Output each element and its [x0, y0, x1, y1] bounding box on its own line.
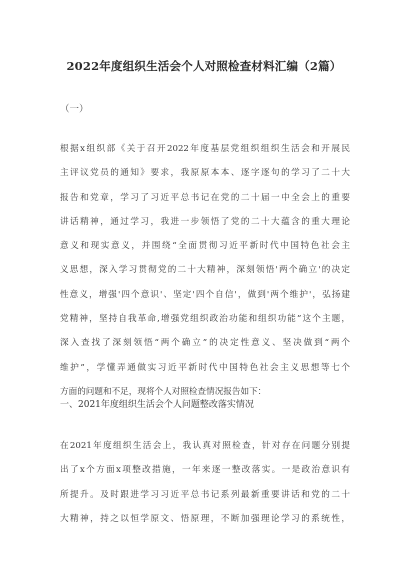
paragraph-line: 党精神，坚持自我革命,增强党组织政治功能和组织功能”这个主题，	[60, 314, 350, 325]
paragraph-line: 大精神，持之以恒学原文、悟原理，不断加强理论学习的系统性，	[60, 513, 350, 524]
paragraph-line: 深入查找了深刻领悟“两个确立”的决定性意义、坚决做到“两个	[60, 338, 350, 349]
paragraph-line: 出了x个方面x项整改措施，一年来逐一整改落实。一是政治意识有	[60, 465, 350, 476]
paragraph-line: 性意义，增强'四个意识'、坚定'四个自信'，做到'两个维护'，弘扬建	[60, 289, 350, 300]
paragraph-line: 义思想，深入学习贯彻党的二十大精神，深刻领悟'两个确立'的决定	[60, 265, 350, 276]
paragraph-line: 报告和党章，学习了习近平总书记在党的二十届一中全会上的重要	[60, 192, 350, 203]
paragraph-line: 讲话精神，通过学习，我进一步领悟了党的二十大蕴含的重大理论	[60, 216, 350, 227]
document-title: 2022年度组织生活会个人对照检查材料汇编（2篇）	[66, 59, 342, 73]
paragraph-line: 维护”，学懂弄通做实习近平新时代中国特色社会主义思想等七个	[60, 362, 350, 373]
paragraph-line: 主评议党员的通知》要求，我原原本本、逐字逐句的学习了二十大	[60, 168, 350, 179]
paragraph-line: 方面的问题和不足，现将个人对照检查情况报告如下：	[60, 386, 267, 397]
paragraph-line: 所提升。及时跟进学习习近平总书记系列最新重要讲话和党的二十	[60, 489, 350, 500]
paragraph-1	[60, 137, 350, 404]
paragraph-line: 在2021年度组织生活会上，我认真对照检查，针对存在问题分别提	[60, 441, 350, 451]
paragraph-line: 意义和现实意义，并围绕“全面贯彻习近平新时代中国特色社会主	[60, 241, 350, 252]
paragraph-line: 根据x组织部《关于召开2022年度基层党组织组织生活会和开展民	[60, 144, 350, 154]
part-marker: （一）	[60, 104, 89, 115]
paragraph-2	[60, 434, 350, 531]
section-heading: 一、2021年度组织生活会个人问题整改落实情况	[60, 400, 254, 410]
